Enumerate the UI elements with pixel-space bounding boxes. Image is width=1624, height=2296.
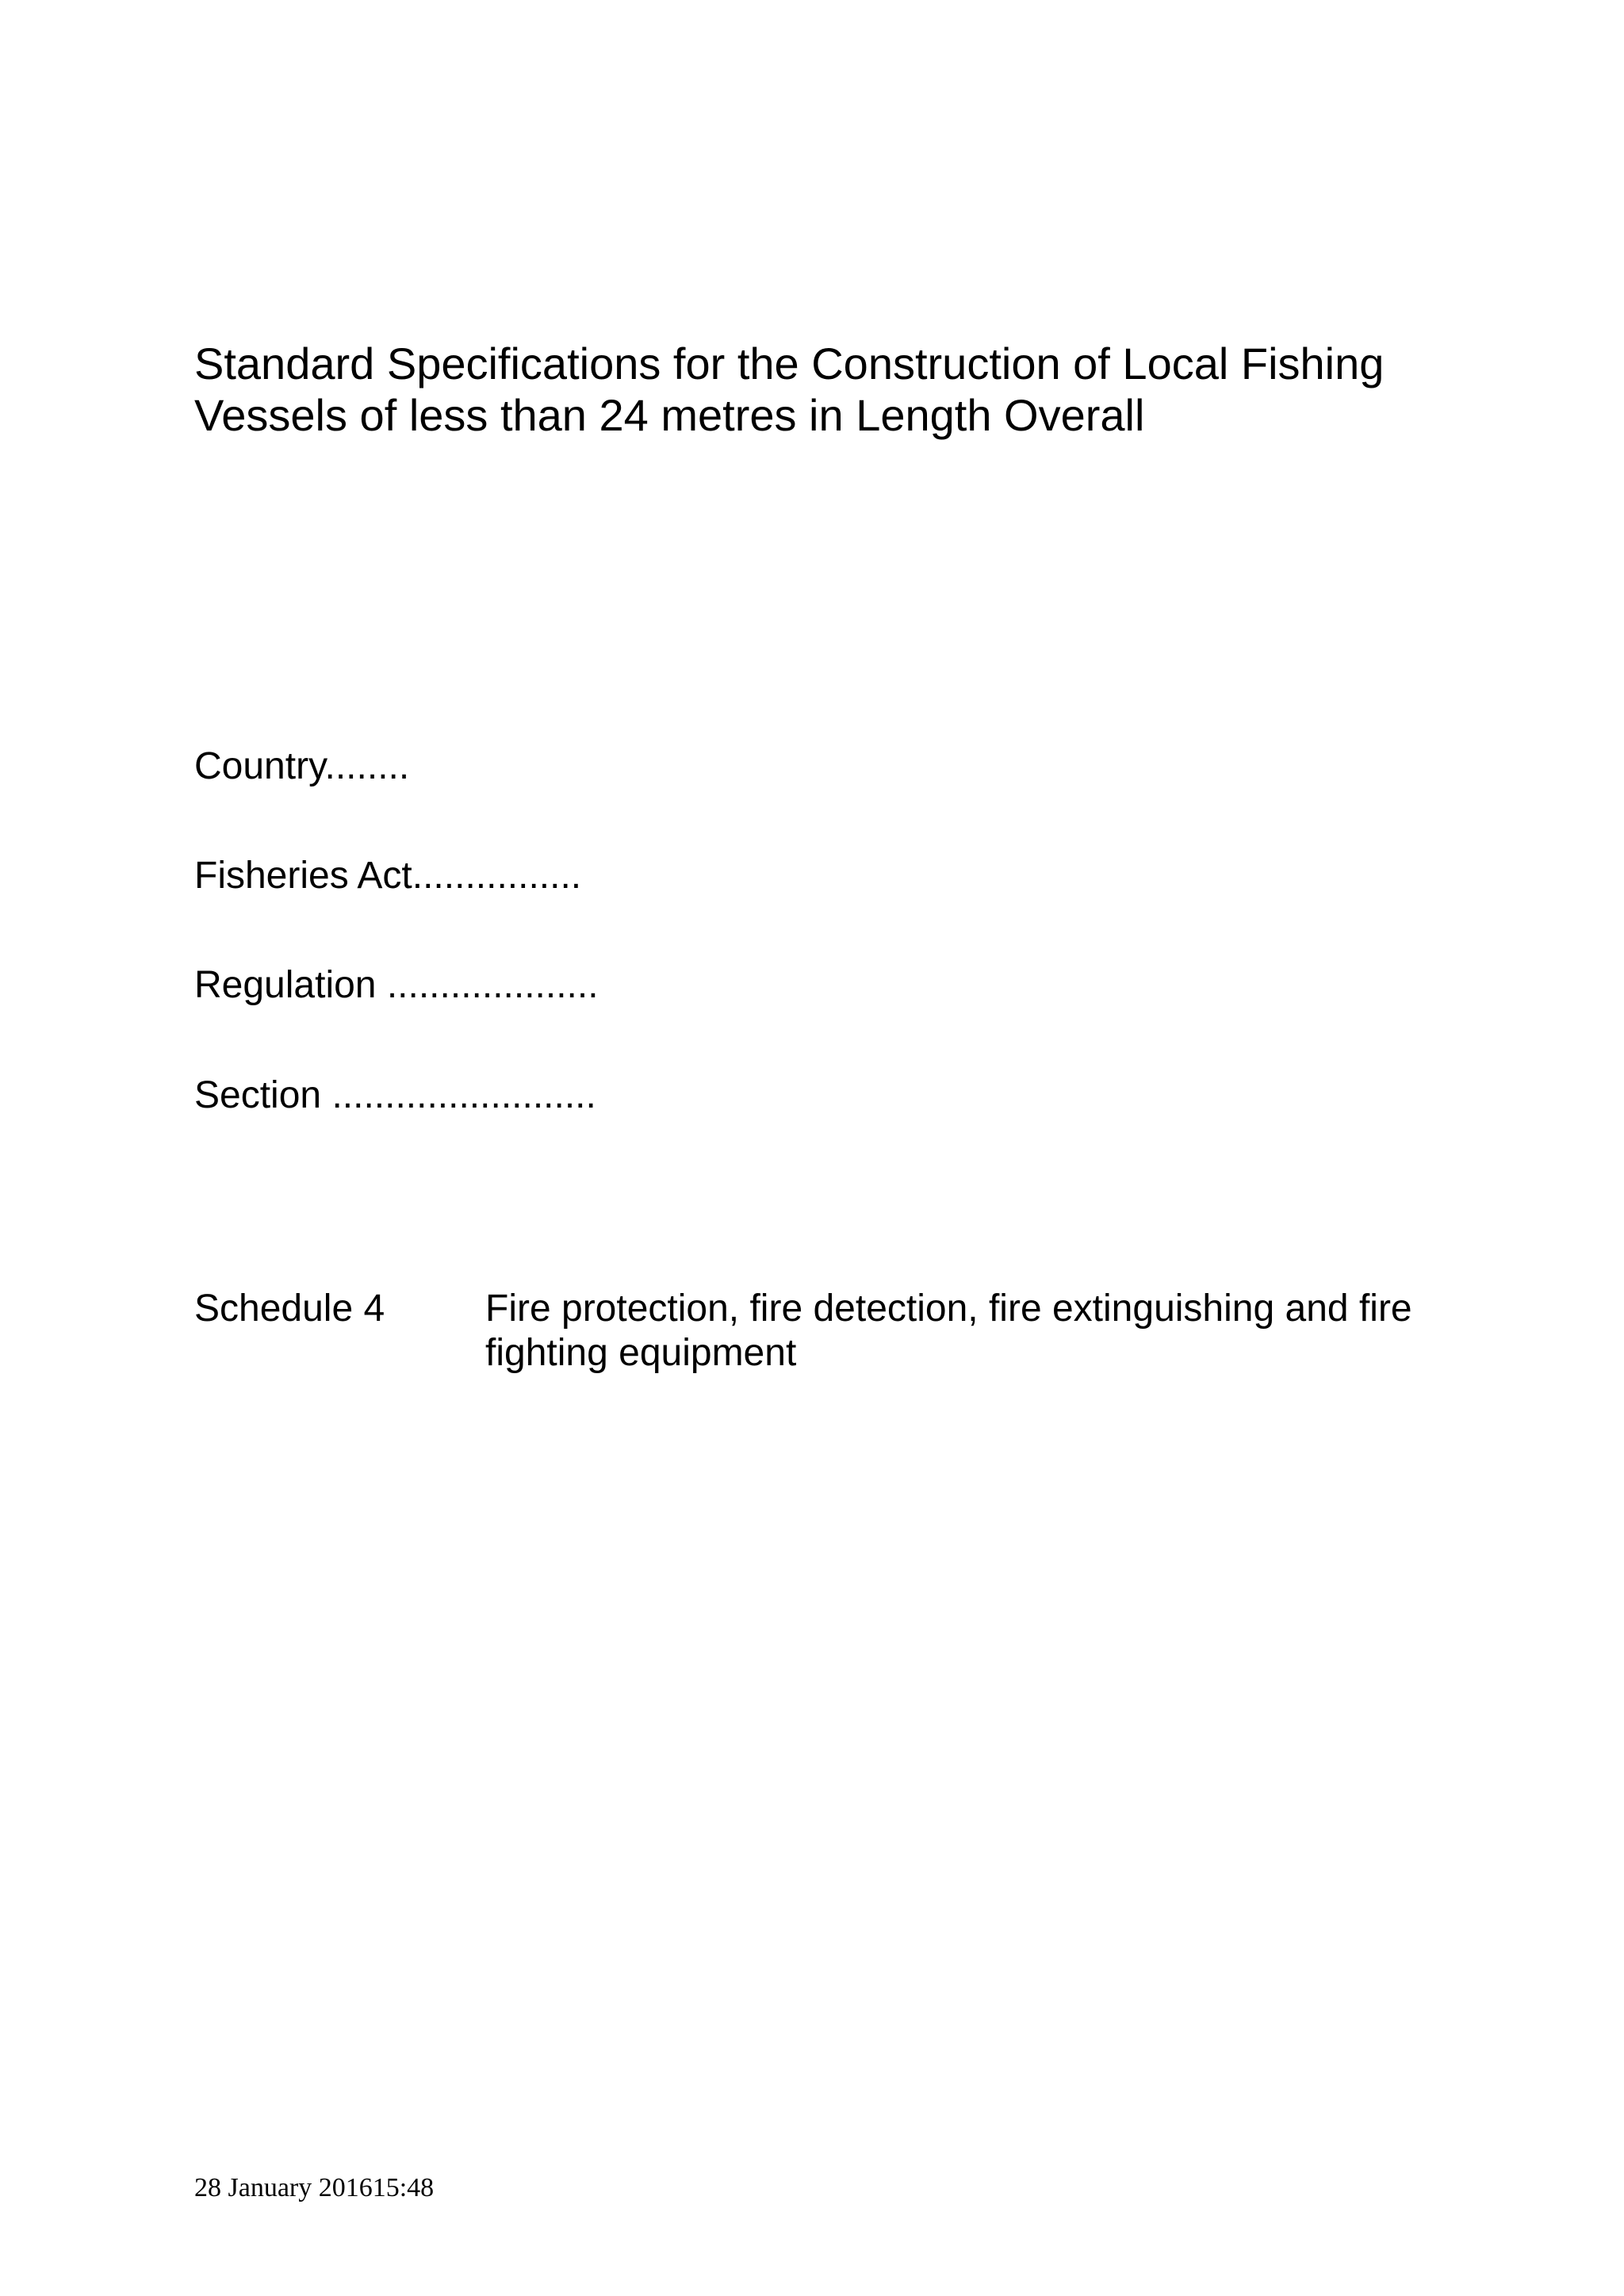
title-line-1: Standard Specifications for the Construction of Local Fishing — [194, 339, 1385, 388]
footer-timestamp: 28 January 201615:48 — [194, 2173, 435, 2202]
schedule-description-line-1: Fire protection, fire detection, fire extinguishing and fire — [485, 1288, 1412, 1330]
fisheries-act-field: Fisheries Act................ — [194, 855, 582, 897]
section-field: Section ......................... — [194, 1074, 596, 1116]
document-title — [194, 338, 1479, 441]
schedule-description — [485, 1287, 1516, 1376]
title-line-2: Vessels of less than 24 metres in Length Overall — [194, 390, 1145, 440]
schedule-description-line-2: fighting equipment — [485, 1332, 797, 1374]
country-field: Country........ — [194, 745, 410, 787]
schedule-label: Schedule 4 — [194, 1288, 385, 1330]
regulation-field: Regulation .................... — [194, 964, 599, 1006]
